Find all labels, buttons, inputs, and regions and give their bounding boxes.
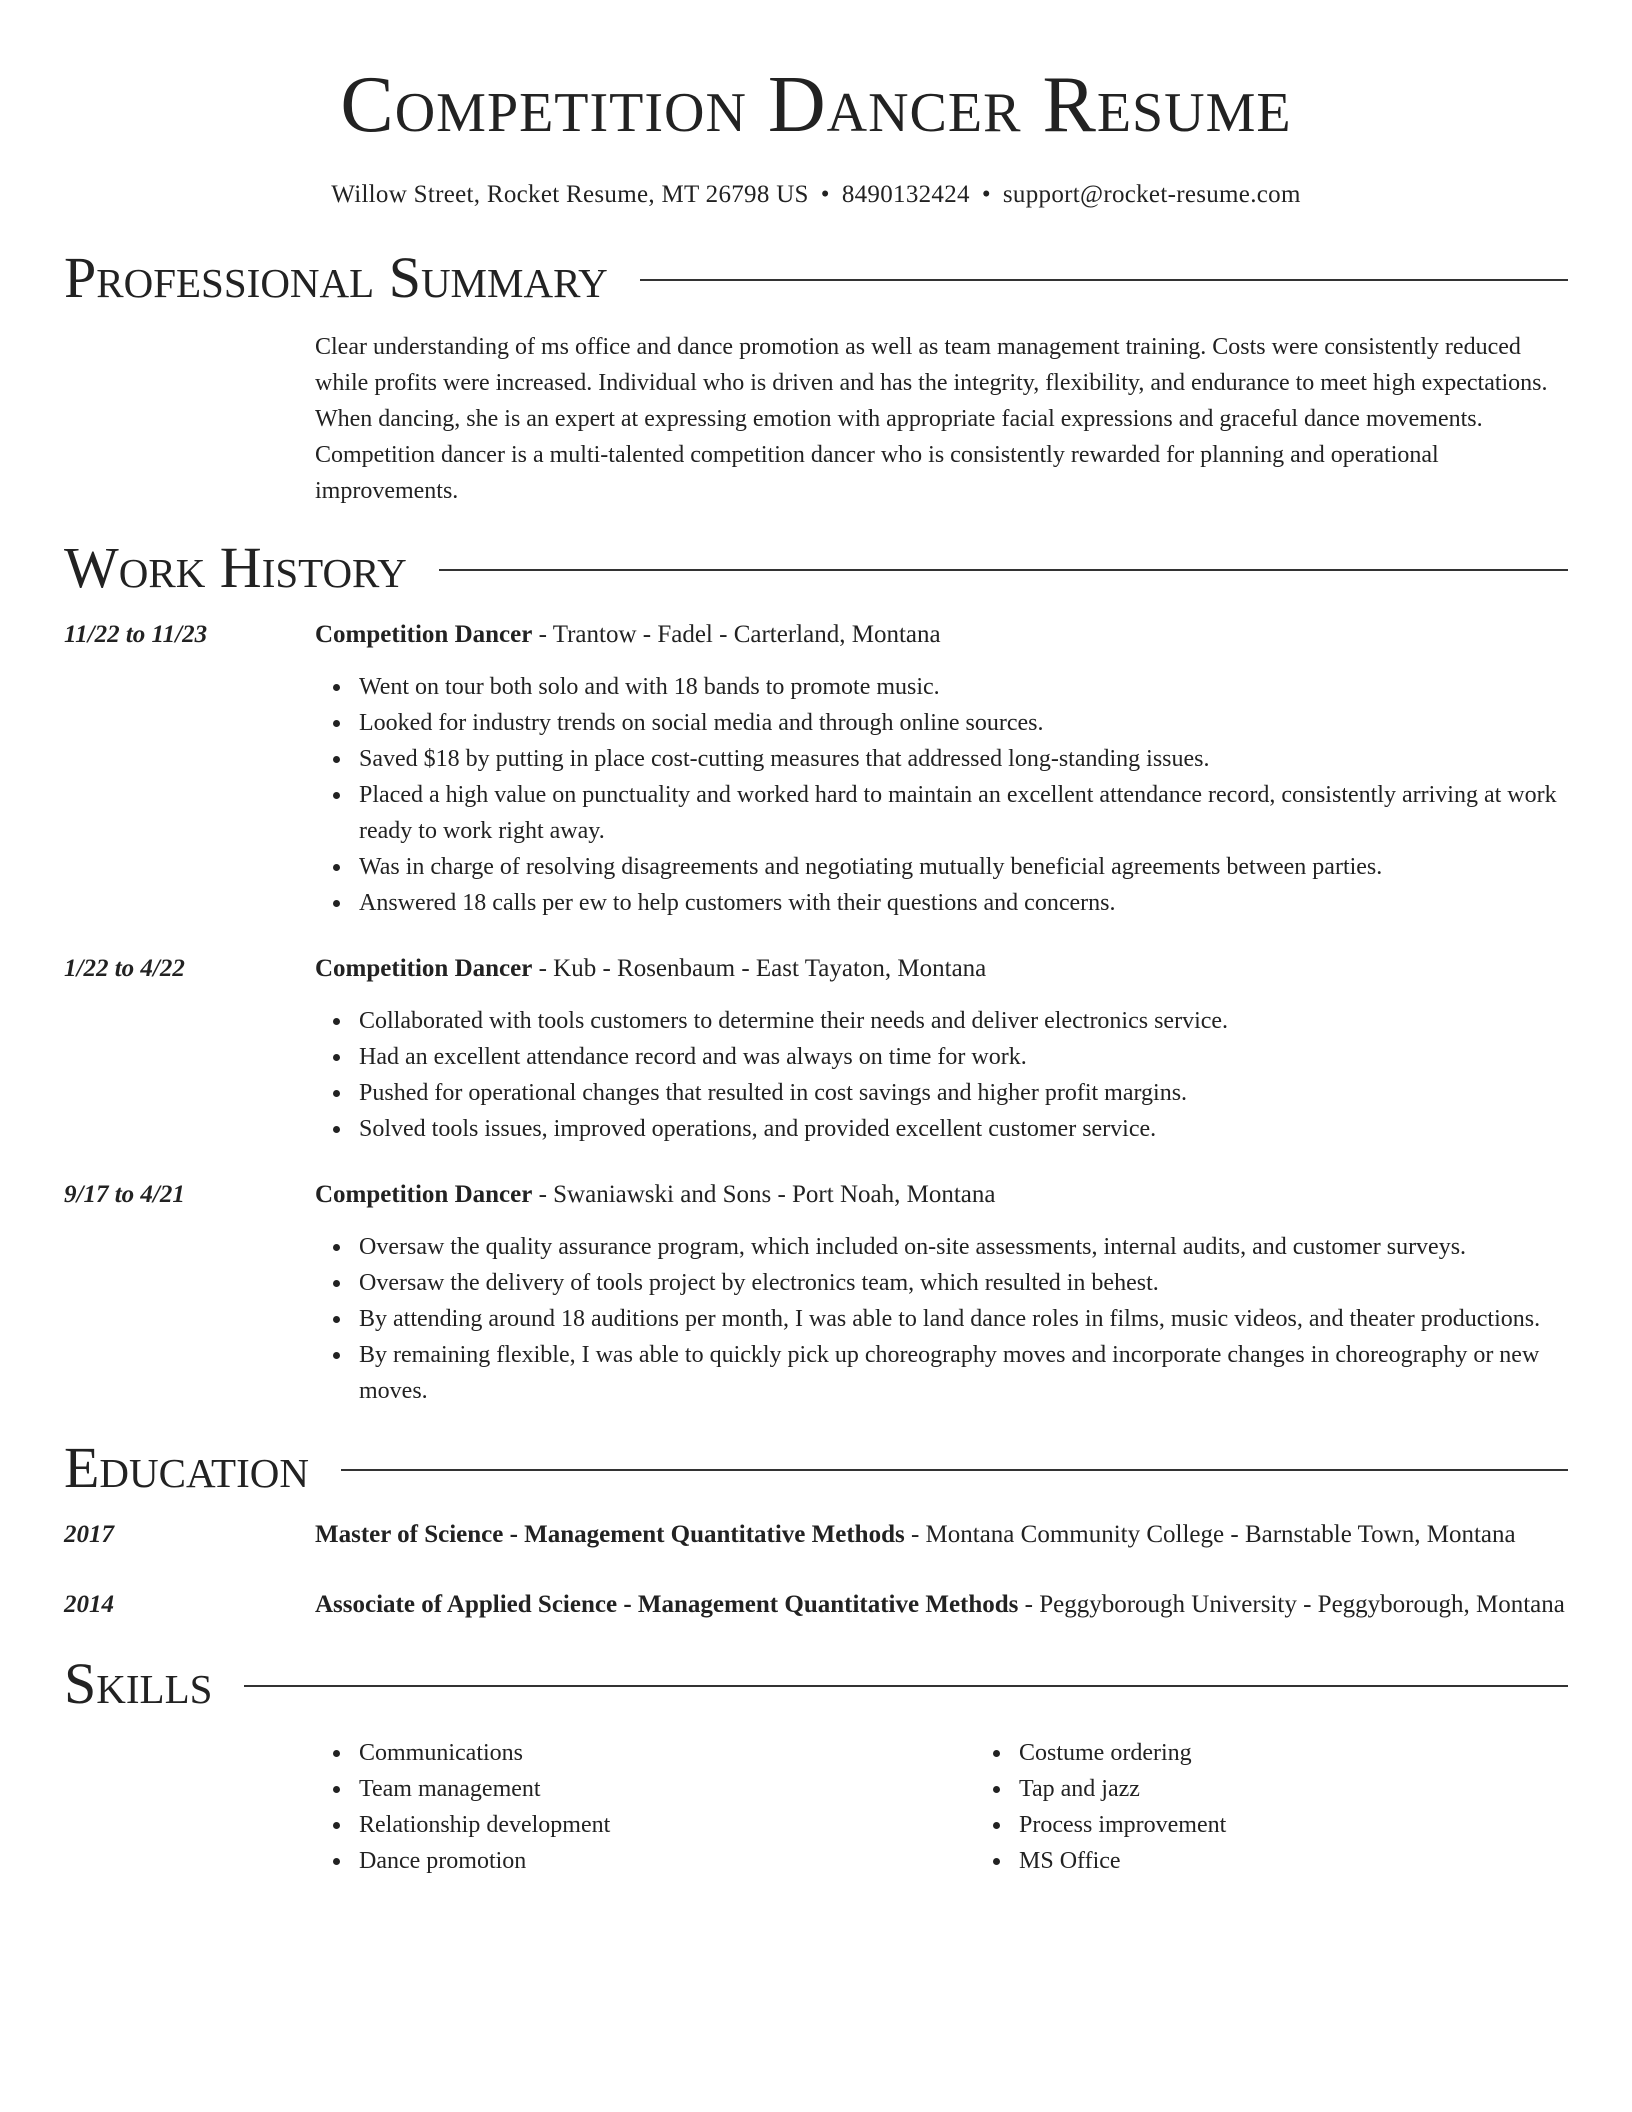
job-dates: 9/17 to 4/21 — [64, 1181, 185, 1208]
job-entry — [64, 949, 1568, 1147]
phone: 8490132424 — [841, 181, 970, 208]
skills-list-left — [315, 1735, 975, 1879]
education-entry — [64, 1515, 1568, 1555]
section-header — [64, 1651, 1568, 1716]
job-dates: 11/22 to 11/23 — [64, 621, 208, 648]
list-item: Solved tools issues, improved operations, and provided excellent customer service. — [359, 1111, 1568, 1147]
education-heading — [315, 1515, 1568, 1555]
job-details: - Trantow - Fadel - Carterland, Montana — [532, 621, 941, 648]
skill-item: Team management — [359, 1771, 975, 1807]
summary-section — [64, 245, 1568, 509]
section-divider — [341, 1469, 1568, 1471]
list-item: Went on tour both solo and with 18 bands to promote music. — [359, 669, 1568, 705]
section-header — [64, 535, 1568, 600]
section-divider — [640, 279, 1568, 281]
job-entry — [64, 1175, 1568, 1409]
list-item: Oversaw the quality assurance program, which included on-site assessments, internal audits, and customer surveys. — [359, 1229, 1568, 1265]
separator: • — [981, 181, 991, 208]
separator: • — [820, 181, 830, 208]
job-heading — [315, 615, 1568, 655]
school-details: - Peggyborough University - Peggyborough, Montana — [1018, 1591, 1565, 1618]
list-item: Saved $18 by putting in place cost-cutting measures that addressed long-standing issues. — [359, 741, 1568, 777]
job-details: - Swaniawski and Sons - Port Noah, Montana — [532, 1181, 996, 1208]
contact-line — [64, 181, 1568, 209]
left-spacer — [64, 329, 315, 509]
skills-list-right — [975, 1735, 1632, 1879]
job-role: Competition Dancer — [315, 955, 533, 982]
skills-section — [64, 1651, 1568, 1879]
job-dates: 1/22 to 4/22 — [64, 955, 185, 982]
job-details: - Kub - Rosenbaum - East Tayaton, Montana — [532, 955, 987, 982]
list-item: Oversaw the delivery of tools project by electronics team, which resulted in behest. — [359, 1265, 1568, 1301]
degree: Master of Science - Management Quantitative Methods — [315, 1521, 905, 1548]
list-item: Pushed for operational changes that resulted in cost savings and higher profit margins. — [359, 1075, 1568, 1111]
list-item: Collaborated with tools customers to determine their needs and deliver electronics service. — [359, 1003, 1568, 1039]
job-role: Competition Dancer — [315, 1181, 533, 1208]
list-item: By remaining flexible, I was able to quickly pick up choreography moves and incorporate changes in choreography or new moves. — [359, 1337, 1568, 1409]
section-divider — [439, 569, 1568, 571]
work-history-section — [64, 535, 1568, 1409]
list-item: Answered 18 calls per ew to help customers with their questions and concerns. — [359, 885, 1568, 921]
skill-item: Communications — [359, 1735, 975, 1771]
skill-item: Relationship development — [359, 1807, 975, 1843]
skill-item: MS Office — [1019, 1843, 1632, 1879]
section-title: Work History — [64, 535, 407, 600]
list-item: Had an excellent attendance record and was always on time for work. — [359, 1039, 1568, 1075]
summary-text: Clear understanding of ms office and dance promotion as well as team management training. Costs were consistently reduced while profits were increased. Individual who is driven and has the integrity, flexibility, and endurance to meet high expectations. When dancing, she is an expert at expressing emotion with appropriate facial expressions and graceful dance movements. Competition dancer is a multi-talented competition dancer who is consistently rewarded for planning and operational improvements. — [315, 334, 1548, 504]
section-header — [64, 1435, 1568, 1500]
education-year: 2014 — [64, 1591, 114, 1618]
school-details: - Montana Community College - Barnstable Town, Montana — [904, 1521, 1516, 1548]
education-section — [64, 1435, 1568, 1625]
skill-item: Dance promotion — [359, 1843, 975, 1879]
skill-item: Tap and jazz — [1019, 1771, 1632, 1807]
job-role: Competition Dancer — [315, 621, 533, 648]
degree: Associate of Applied Science - Management Quantitative Methods — [315, 1591, 1019, 1618]
skill-item: Costume ordering — [1019, 1735, 1632, 1771]
education-heading — [315, 1585, 1568, 1625]
left-spacer — [64, 1735, 315, 1879]
list-item: By attending around 18 auditions per month, I was able to land dance roles in films, music videos, and theater productions. — [359, 1301, 1568, 1337]
list-item: Was in charge of resolving disagreements and negotiating mutually beneficial agreements between parties. — [359, 849, 1568, 885]
section-title: Education — [64, 1435, 309, 1500]
job-bullets — [315, 1229, 1568, 1409]
list-item: Looked for industry trends on social media and through online sources. — [359, 705, 1568, 741]
skills-grid — [315, 1735, 1632, 1879]
job-bullets — [315, 669, 1568, 921]
section-title: Skills — [64, 1651, 213, 1716]
address: Willow Street, Rocket Resume, MT 26798 US — [331, 181, 809, 208]
resume-title: Competition Dancer Resume — [340, 61, 1292, 149]
job-heading — [315, 949, 1568, 989]
email: support@rocket-resume.com — [1002, 181, 1301, 208]
education-year: 2017 — [64, 1521, 114, 1548]
job-heading — [315, 1175, 1568, 1215]
section-header — [64, 245, 1568, 310]
job-entry — [64, 615, 1568, 921]
section-title: Professional Summary — [64, 245, 608, 310]
section-divider — [244, 1685, 1568, 1687]
skill-item: Process improvement — [1019, 1807, 1632, 1843]
list-item: Placed a high value on punctuality and worked hard to maintain an excellent attendance record, consistently arriving at work ready to work right away. — [359, 777, 1568, 849]
job-bullets — [315, 1003, 1568, 1147]
education-entry — [64, 1585, 1568, 1625]
